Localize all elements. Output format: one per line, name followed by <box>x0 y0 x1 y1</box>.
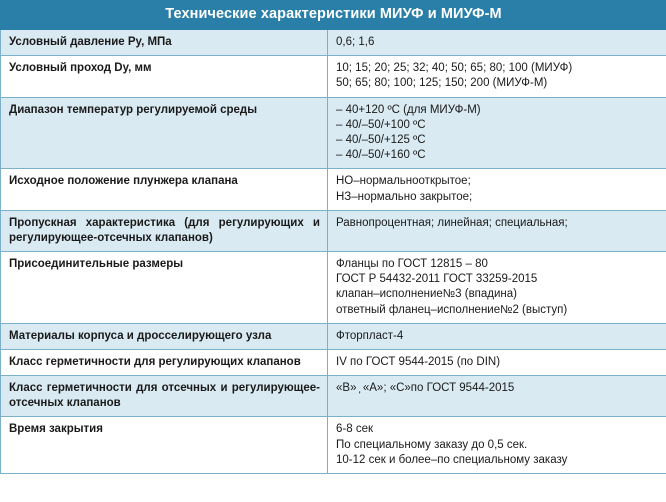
row-value <box>328 30 666 56</box>
table-row <box>1 417 666 474</box>
table-row <box>1 30 666 56</box>
row-label: Класс герметичности для регулирующих клапанов <box>1 349 328 375</box>
row-value <box>328 376 666 417</box>
row-label: Условный проход Dy, мм <box>1 56 328 97</box>
table-row <box>1 323 666 349</box>
row-value <box>328 417 666 474</box>
row-value-line: Равнопроцентная; линейная; специальная; <box>336 216 568 229</box>
table-row <box>1 56 666 97</box>
row-value <box>328 169 666 210</box>
row-value-line: IV по ГОСТ 9544-2015 (по DIN) <box>336 355 501 368</box>
row-label: Материалы корпуса и дросселирующего узла <box>1 323 328 349</box>
row-value <box>328 210 666 251</box>
row-value-line: – 40/–50/+100 ºС <box>336 118 426 131</box>
row-label: Время закрытия <box>1 417 328 474</box>
row-label: Исходное положение плунжера клапана <box>1 169 328 210</box>
table-row <box>1 376 666 417</box>
row-label: Условный давление Ру, МПа <box>1 30 328 56</box>
row-value-line: «В» ̦ «А»; «С»по ГОСТ 9544-2015 <box>336 382 515 395</box>
table-title-row <box>1 1 666 30</box>
row-value-line: 0,6; 1,6 <box>336 36 375 49</box>
row-value-line: 10-12 сек и более–по специальному заказу <box>336 453 568 466</box>
row-value-line: НО–нормальнооткрытое; <box>336 175 471 188</box>
row-value-line: 6-8 сек <box>336 423 373 436</box>
row-value-line: – 40/–50/+160 ºС <box>336 149 426 162</box>
row-value-line: ГОСТ Р 54432-2011 ГОСТ 33259-2015 <box>336 273 538 286</box>
table-body <box>1 30 666 474</box>
table-row <box>1 252 666 324</box>
row-value <box>328 56 666 97</box>
row-value <box>328 97 666 169</box>
page-title: Технические характеристики МИУФ и МИУФ-М <box>1 1 666 30</box>
row-value-line: Фторпласт-4 <box>336 329 404 342</box>
row-label: Диапазон температур регулируемой среды <box>1 97 328 169</box>
row-label: Присоединительные размеры <box>1 252 328 324</box>
row-value-line: ответный фланец–исполнение№2 (выступ) <box>336 303 568 316</box>
row-value-line: 10; 15; 20; 25; 32; 40; 50; 65; 80; 100 (МИУФ) <box>336 62 573 75</box>
row-value <box>328 349 666 375</box>
table-row <box>1 97 666 169</box>
row-value <box>328 252 666 324</box>
table-row <box>1 349 666 375</box>
row-value <box>328 323 666 349</box>
row-value-line: – 40/–50/+125 ºС <box>336 133 426 146</box>
row-value-line: По специальному заказу до 0,5 сек. <box>336 438 528 451</box>
row-value-line: Фланцы по ГОСТ 12815 – 80 <box>336 258 488 271</box>
row-value-line: клапан–исполнение№3 (впадина) <box>336 288 518 301</box>
table-row <box>1 169 666 210</box>
row-label: Класс герметичности для отсечных и регулирующее-отсечных клапанов <box>1 376 328 417</box>
row-value-line: 50; 65; 80; 100; 125; 150; 200 (МИУФ-М) <box>336 77 548 90</box>
row-value-line: НЗ–нормально закрытое; <box>336 190 473 203</box>
row-value-line: – 40+120 ºС (для МИУФ-М) <box>336 103 481 116</box>
row-label: Пропускная характеристика (для регулирующих и регулирующее-отсечных клапанов) <box>1 210 328 251</box>
table-row <box>1 210 666 251</box>
